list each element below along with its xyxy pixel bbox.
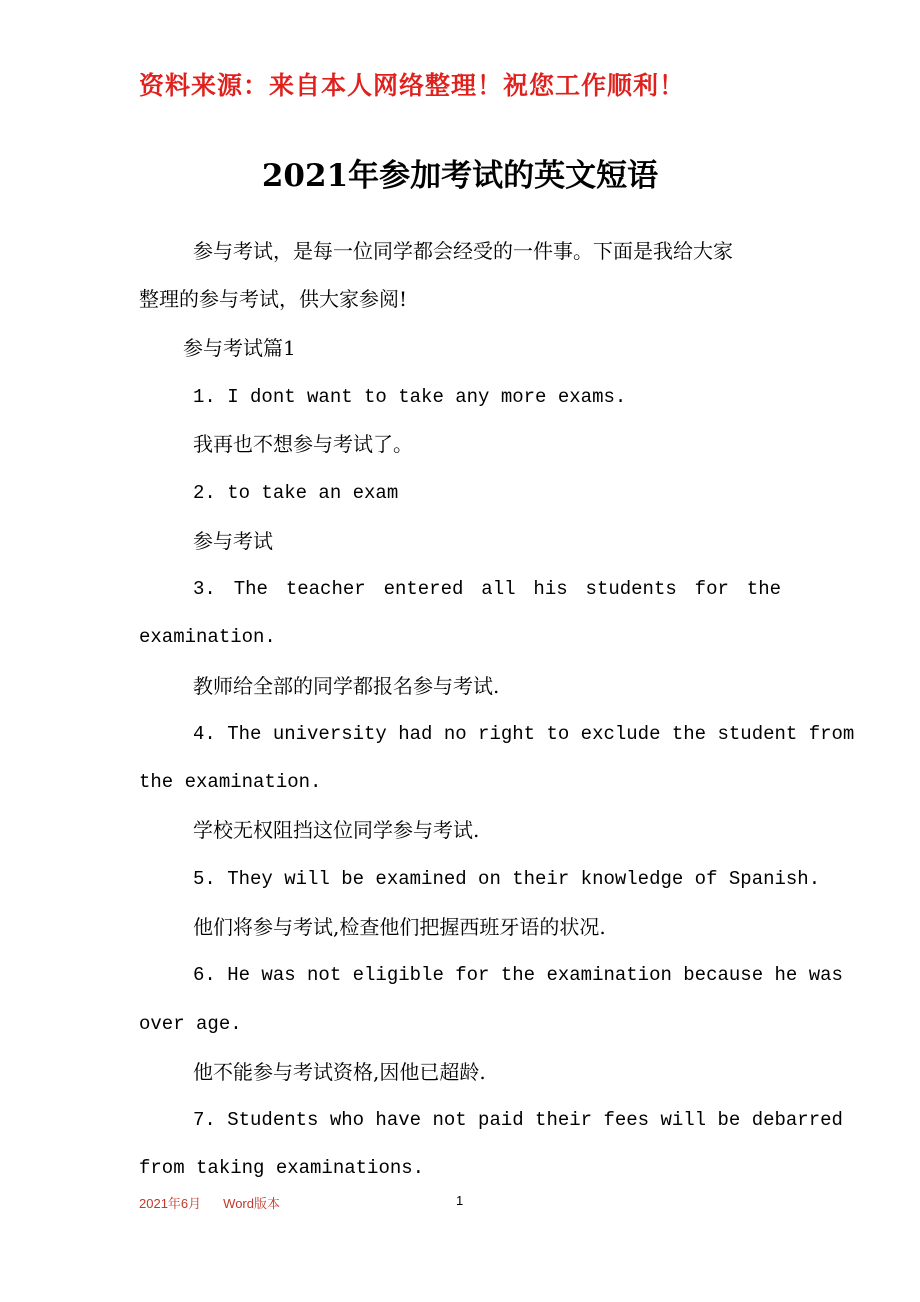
list-item-english: 4. The university had no right to exclude the student from [193, 723, 855, 745]
list-item-english: 1. I dont want to take any more exams. [193, 386, 627, 408]
footer-date: 2021年6月 [139, 1196, 202, 1211]
intro-paragraph-line-1: 参与考试，是每一位同学都会经受的一件事。下面是我给大家 [193, 239, 733, 263]
list-item-chinese: 教师给全部的同学都报名参与考试. [193, 674, 500, 698]
list-item-english-continued: the examination. [139, 771, 322, 793]
list-item-english: 2. to take an exam [193, 482, 399, 504]
list-item-chinese: 他们将参与考试,检查他们把握西班牙语的状况. [193, 915, 606, 939]
list-item-chinese: 我再也不想参与考试了。 [193, 432, 413, 456]
list-item-english: 7. Students who have not paid their fees will be debarred [193, 1109, 843, 1131]
list-item-chinese: 他不能参与考试资格,因他已超龄. [193, 1060, 486, 1084]
footer-version: Word版本 [223, 1196, 280, 1211]
list-item-chinese: 参与考试 [193, 529, 273, 553]
list-item-english-continued: from taking examinations. [139, 1157, 425, 1179]
list-item-english-continued: examination. [139, 626, 276, 648]
section-heading: 参与考试篇1 [183, 336, 296, 360]
source-notice: 资料来源：来自本人网络整理！祝您工作顺利！ [139, 71, 686, 100]
footer-info [139, 1193, 280, 1212]
intro-paragraph-line-2: 整理的参与考试，供大家参阅! [139, 287, 408, 311]
list-item-english-continued: over age. [139, 1013, 242, 1035]
list-item-english: 5. They will be examined on their knowledge of Spanish. [193, 868, 821, 890]
page-title: 2021年参加考试的英文短语 [261, 158, 659, 194]
list-item-english: 6. He was not eligible for the examination because he was [193, 964, 843, 986]
page-number: 1 [456, 1193, 464, 1208]
list-item-chinese: 学校无权阻挡这位同学参与考试. [193, 818, 480, 842]
list-item-english: 3. The teacher entered all his students for the [193, 578, 781, 600]
